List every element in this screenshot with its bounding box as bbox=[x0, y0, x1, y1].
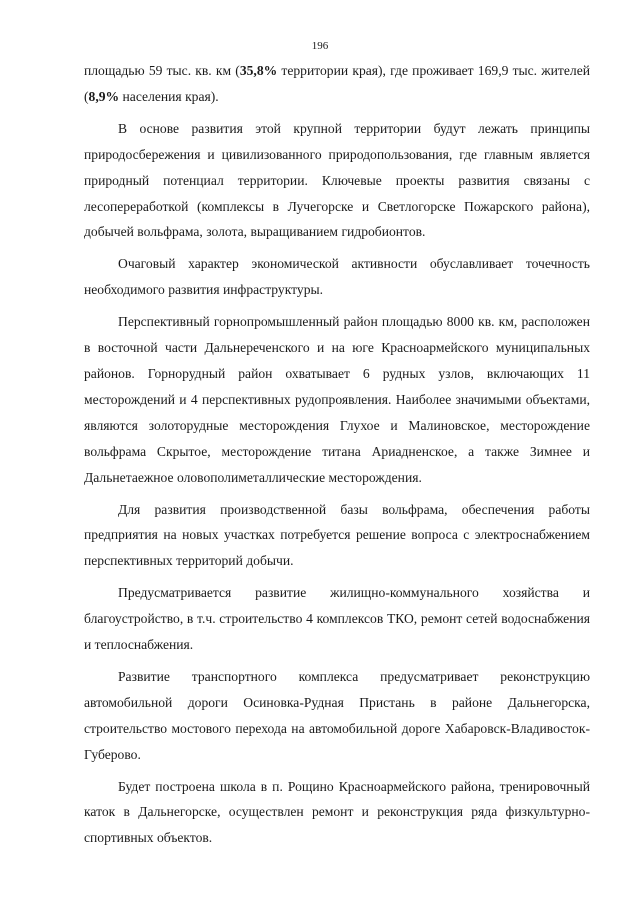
paragraph bbox=[84, 309, 590, 490]
paragraph bbox=[84, 251, 590, 303]
document-body bbox=[84, 58, 590, 857]
paragraph bbox=[84, 116, 590, 246]
paragraph-text: площадью 59 тыс. кв. км ( bbox=[84, 63, 240, 78]
paragraph-text: Развитие транспортного комплекса предусматривает реконструкцию автомобильной дороги Осиновка-Рудная Пристань в районе Дальнегорска, строительство мостового перехода на автомобильной дороге Хабаровск-Владивосток-Губерово. bbox=[84, 668, 590, 762]
page-number: 196 bbox=[311, 40, 329, 52]
paragraph-text: Для развития производственной базы вольфрама, обеспечения работы предприятия на новых участках потребуется решение вопроса с электроснабжением перспективных территорий добычи. bbox=[84, 501, 590, 569]
paragraph bbox=[84, 580, 590, 658]
paragraph-text: Предусматривается развитие жилищно-коммунального хозяйства и благоустройство, в т.ч. строительство 4 комплексов ТКО, ремонт сетей водоснабжения и теплоснабжения. bbox=[84, 585, 590, 653]
paragraph-text: В основе развития этой крупной территории будут лежать принципы природосбережения и цивилизованного природопользования, где главным является природный потенциал территории. Ключевые проекты развития связаны с лесопереработкой (комплексы в Лучегорске и Светлогорске Пожарского района), добычей вольфрама, золота, выращиванием гидробионтов. bbox=[84, 120, 590, 240]
bold-figure: 35,8% bbox=[239, 63, 278, 78]
paragraph-text: Будет построена школа в п. Рощино Красноармейского района, тренировочный каток в Дальнегорске, осуществлен ремонт и реконструкция ряда физкультурно-спортивных объектов. bbox=[84, 778, 590, 846]
bold-figure: 8,9% bbox=[88, 88, 120, 104]
paragraph-text: Перспективный горнопромышленный район площадью 8000 кв. км, расположен в восточной части Дальнереченского и на юге Красноармейского муниципальных районов. Горнорудный район охватывает 6 рудных узлов, включающих 11 месторождений и 4 перспективных рудопроявления. Наиболее значимыми объектами, являются золоторудные месторождения Глухое и Малиновское, месторождение вольфрама Скрытое, месторождение титана Ариадненское, а также Зимнее и Дальнетаежное оловополиметаллические месторождения. bbox=[84, 314, 590, 485]
paragraph-text: территории края), где проживает 169,9 тыс. жителей ( bbox=[84, 63, 590, 104]
paragraph bbox=[84, 497, 590, 575]
paragraph-text: населения края). bbox=[119, 88, 219, 104]
paragraph bbox=[84, 664, 590, 768]
paragraph-text: Очаговый характер экономической активности обуславливает точечность необходимого развития инфраструктуры. bbox=[84, 256, 590, 298]
paragraph bbox=[84, 774, 590, 852]
paragraph bbox=[84, 58, 590, 110]
